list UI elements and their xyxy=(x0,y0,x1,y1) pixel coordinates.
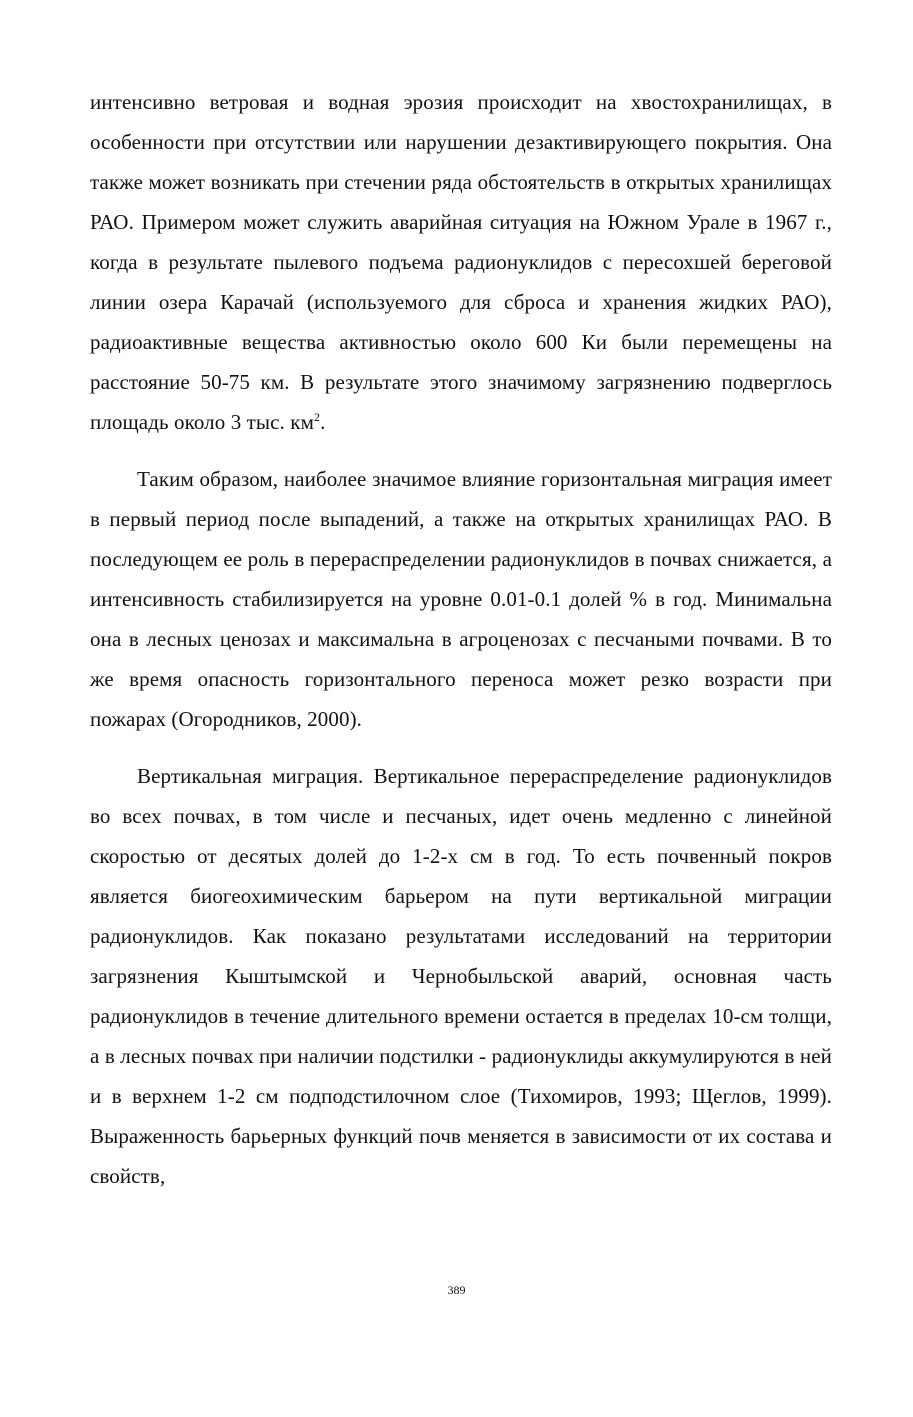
page-number: 389 xyxy=(447,1283,466,1297)
paragraph-2: Таким образом, наиболее значимое влияние горизонтальная миграция имеет в первый период после выпадений, а также на открытых хранилищах РАО. В последующем ее роль в перераспределении радионуклидов в почвах снижается, а интенсивность стабилизируется на уровне 0.01-0.1 долей % в год. Минимальна она в лесных ценозах и максимальна в агроценозах с песчаными почвами. В то же время опасность горизонтального переноса может резко возрасти при пожарах (Огородников, 2000). xyxy=(90,467,832,731)
paragraph-3: Вертикальная миграция. Вертикальное перераспределение радионуклидов во всех почвах, в том числе и песчаных, идет очень медленно с линейной скоростью от десятых долей до 1-2-х см в год. То есть почвенный покров является биогеохимическим барьером на пути вертикальной миграции радионуклидов. Как показано результатами исследований на территории загрязнения Кыштымской и Чернобыльской аварий, основная часть радионуклидов в течение длительного времени остается в пределах 10-см толщи, а в лесных почвах при наличии подстилки - радионуклиды аккумулируются в ней и в верхнем 1-2 см подподстилочном слое (Тихомиров, 1993; Щеглов, 1999). Выраженность барьерных функций почв меняется в зависимости от их состава и свойств, xyxy=(90,764,832,1188)
body-text xyxy=(90,82,832,1196)
paragraph-1-text: интенсивно ветровая и водная эрозия происходит на хвостохранилищах, в особенности при отсутствии или нарушении дезактивирующего покрытия. Она также может возникать при стечении ряда обстоятельств в открытых хранилищах РАО. Примером может служить аварийная ситуация на Южном Урале в 1967 г., когда в результате пылевого подъема радионуклидов с пересохшей береговой линии озера Карачай (используемого для сброса и хранения жидких РАО), радиоактивные вещества активностью около 600 Ки были перемещены на расстояние 50-75 км. В результате этого значимому загрязнению подверглось площадь около 3 тыс. км xyxy=(90,90,832,434)
paragraph-1-superscript: 2 xyxy=(313,410,321,424)
paragraph-1 xyxy=(90,82,832,442)
paragraph-1-end: . xyxy=(320,410,326,434)
